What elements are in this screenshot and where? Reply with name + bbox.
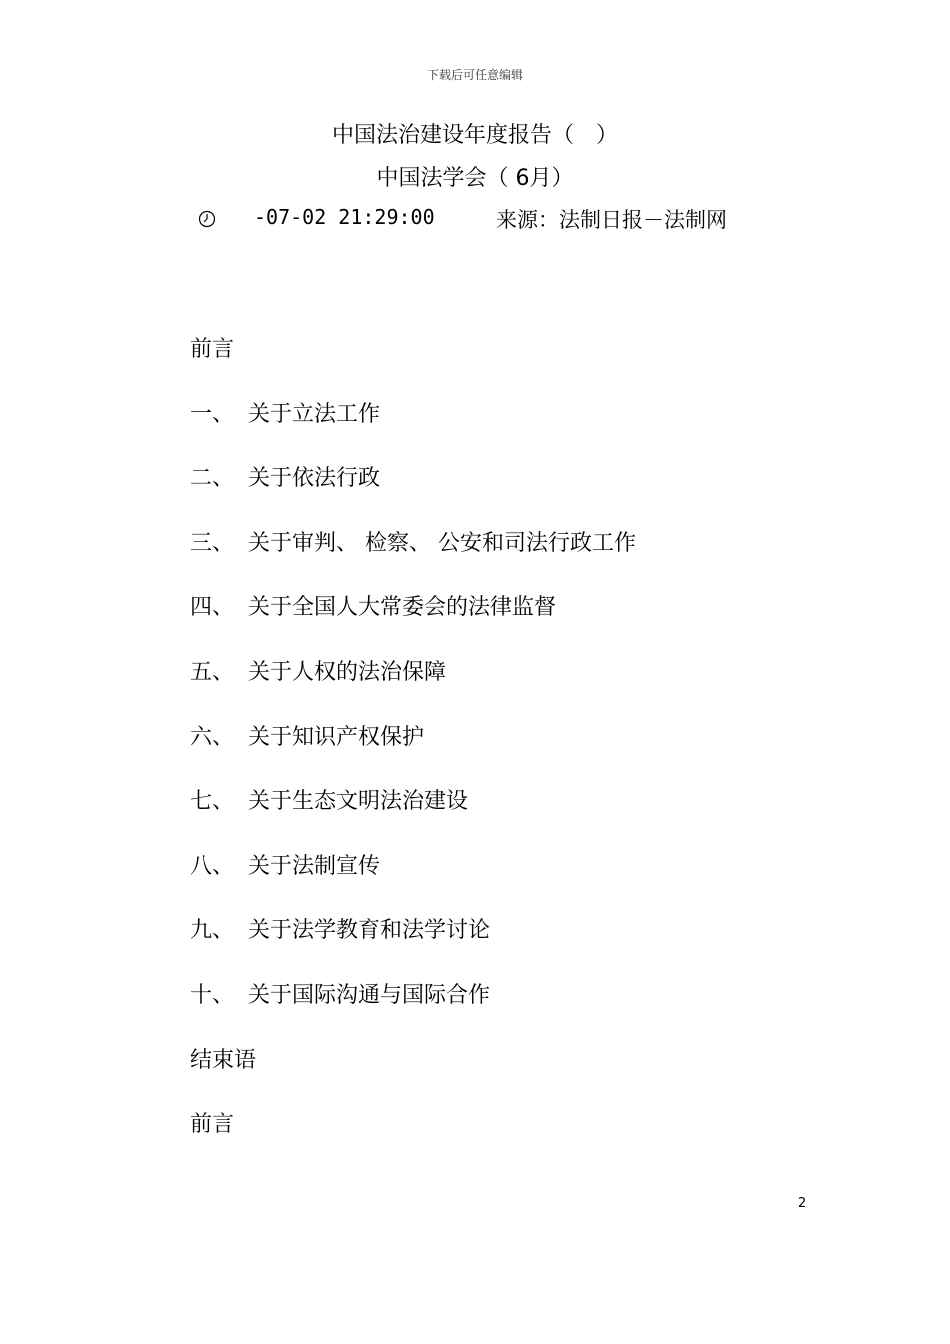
toc-item: [190, 718, 810, 783]
document-title: 中国法治建设年度报告（ ）: [331, 123, 618, 148]
toc-label: 关于人权的法治保障: [248, 659, 447, 685]
toc-number: 二、: [190, 466, 235, 492]
table-of-contents: [190, 330, 810, 1170]
meta-line: [198, 204, 798, 234]
publish-date: -07-02 21:29:00: [254, 205, 435, 229]
toc-item: [190, 524, 810, 589]
toc-item: [190, 395, 810, 460]
toc-label: 前言: [190, 1112, 235, 1138]
toc-label: 关于立法工作: [248, 401, 381, 427]
toc-label: 结束语: [190, 1047, 257, 1073]
clock-icon: [198, 209, 216, 227]
toc-number: 五、: [190, 659, 235, 685]
toc-label: 关于生态文明法治建设: [248, 789, 469, 815]
toc-number: 八、: [190, 853, 235, 879]
toc-item: [190, 782, 810, 847]
toc-label: 关于全国人大常委会的法律监督: [248, 595, 557, 621]
toc-item: [190, 330, 810, 395]
header-note: 下载后可任意编辑: [426, 68, 523, 82]
toc-label: 关于审判、 检察、 公安和司法行政工作: [248, 530, 636, 556]
toc-number: 六、: [190, 724, 235, 750]
toc-item: [190, 911, 810, 976]
toc-item: [190, 588, 810, 653]
toc-number: 七、: [190, 789, 235, 815]
toc-item: [190, 1105, 810, 1170]
toc-number: 一、: [190, 401, 235, 427]
toc-label: 关于依法行政: [248, 466, 381, 492]
toc-item: [190, 653, 810, 718]
toc-item: [190, 847, 810, 912]
toc-label: 关于法制宣传: [248, 853, 381, 879]
toc-number: 十、: [190, 982, 235, 1008]
toc-label: 关于法学教育和法学讨论: [248, 918, 491, 944]
toc-label: 关于国际沟通与国际合作: [248, 982, 491, 1008]
document-subtitle: 中国法学会（ 6月）: [376, 166, 574, 191]
toc-item: [190, 976, 810, 1041]
toc-item: [190, 459, 810, 524]
toc-number: 四、: [190, 595, 235, 621]
toc-item: [190, 1041, 810, 1106]
toc-number: 九、: [190, 918, 235, 944]
page-number: 2: [798, 1196, 807, 1211]
toc-label: 前言: [190, 337, 235, 362]
toc-label: 关于知识产权保护: [248, 724, 425, 750]
toc-number: 三、: [190, 530, 235, 556]
source-label: 来源：法制日报－法制网: [496, 208, 727, 232]
